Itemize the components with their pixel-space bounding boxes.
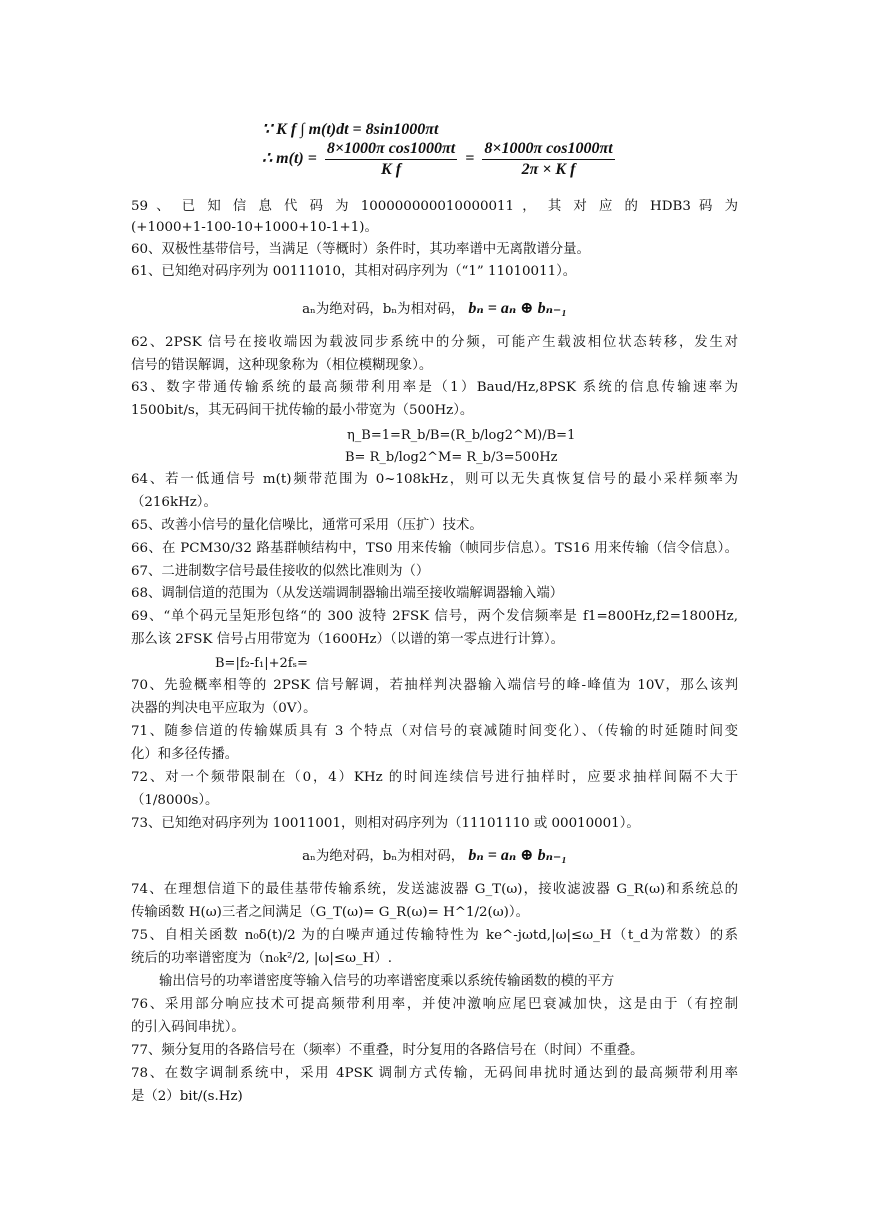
item-59-line-2: (+1000+1-100-10+1000+10-1+1)。 bbox=[131, 220, 378, 235]
item-78-line-2: 是（2）bit/(s.Hz) bbox=[131, 1089, 243, 1104]
item-71-line-2: 化）和多径传播。 bbox=[131, 747, 239, 762]
item-72-line-2: （1/8000s）。 bbox=[131, 793, 219, 808]
item-71-line-1: 71、随参信道的传输媒质具有 3 个特点（对信号的衰减随时间变化）、（传输的时延随时间变 bbox=[131, 724, 738, 739]
item-63-formula-2: B= R_b/log2^M= R_b/3=500Hz bbox=[345, 450, 558, 465]
item-68: 68、调制信道的范围为（从发送端调制器输出端至接收端解调器输入端） bbox=[131, 586, 564, 601]
item-62-line-1: 62、2PSK 信号在接收端因为载波同步系统中的分频，可能产生载波相位状态转移，发生对 bbox=[131, 335, 738, 350]
formula-equals: = bbox=[465, 150, 475, 168]
relative-code-text-1: aₙ为绝对码，bₙ为相对码， bbox=[302, 302, 465, 317]
item-64-line-1: 64、若一低通信号 m(t)频带范围为 0~108kHz，则可以无失真恢复信号的最小采样频率为 bbox=[131, 472, 738, 487]
item-61: 61、已知绝对码序列为 00111010，其相对码序列为（“1” 11010011）。 bbox=[131, 264, 577, 279]
fraction-2-numerator: 8×1000π cos1000πt bbox=[482, 140, 614, 160]
item-69-line-1: 69、“单个码元呈矩形包络“的 300 波特 2FSK 信号，两个发信频率是 f1=800Hz,f2=1800Hz, bbox=[131, 609, 738, 624]
item-74-line-2: 传输函数 H(ω)三者之间满足（G_T(ω)= G_R(ω)= H^1/2(ω)）。 bbox=[131, 905, 529, 920]
item-65: 65、改善小信号的量化信噪比，通常可采用（压扩）技术。 bbox=[131, 518, 483, 533]
item-73: 73、已知绝对码序列为 10011001，则相对码序列为（11101110 或 00010001）。 bbox=[131, 816, 640, 831]
item-69-formula: B=|f₂-f₁|+2fₛ= bbox=[215, 656, 308, 671]
formula-therefore-lhs: ∴ m(t) = bbox=[262, 150, 317, 168]
formula-because bbox=[262, 119, 438, 139]
item-69-line-2: 那么该 2FSK 信号占用带宽为（1600Hz）（以谱的第一零点进行计算）。 bbox=[131, 632, 565, 647]
item-74-line-1: 74、在理想信道下的最佳基带传输系统，发送滤波器 G_T(ω)，接收滤波器 G_R(ω)和系统总的 bbox=[131, 882, 738, 897]
formula-fraction-1 bbox=[325, 140, 457, 179]
item-67: 67、二进制数字信号最佳接收的似然比准则为（） bbox=[131, 564, 430, 579]
item-75-note: 输出信号的功率谱密度等输入信号的功率谱密度乘以系统传输函数的模的平方 bbox=[159, 974, 615, 989]
item-59-line-1: 59 、 已 知 信 息 代 码 为 100000000010000011 ， 其 对 应 的 HDB3 码 为 bbox=[131, 199, 738, 214]
formula-therefore bbox=[262, 140, 615, 179]
item-66: 66、在 PCM30/32 路基群帧结构中，TS0 用来传输（帧同步信息）。TS16 用来传输（信令信息）。 bbox=[131, 541, 738, 556]
item-75-line-1: 75、自相关函数 n₀δ(t)/2 为的白噪声通过传输特性为 ke^-jωtd,|ω|≤ω_H（t_d为常数）的系 bbox=[131, 928, 738, 943]
item-64-line-2: （216kHz）。 bbox=[131, 495, 217, 510]
formula-because-text: ∵ K f ∫ m(t)dt = 8sin1000πt bbox=[262, 121, 439, 138]
item-70-line-2: 决器的判决电平应取为（0V）。 bbox=[131, 701, 317, 716]
item-77: 77、频分复用的各路信号在（频率）不重叠，时分复用的各路信号在（时间）不重叠。 bbox=[131, 1043, 644, 1058]
formula-fraction-2 bbox=[482, 140, 614, 179]
relative-code-formula-1 bbox=[131, 301, 738, 318]
fraction-1-numerator: 8×1000π cos1000πt bbox=[325, 140, 457, 160]
item-76-line-2: 的引入码间串扰）。 bbox=[131, 1020, 245, 1035]
fraction-1-denominator: K f bbox=[381, 161, 402, 178]
fraction-2-denominator: 2π × K f bbox=[521, 161, 576, 178]
item-63-line-2: 1500bit/s，其无码间干扰传输的最小带宽为（500Hz）。 bbox=[131, 403, 474, 418]
relative-code-formula-2 bbox=[131, 848, 738, 865]
item-63-line-1: 63、数字带通传输系统的最高频带利用率是（1）Baud/Hz,8PSK 系统的信息传输速率为 bbox=[131, 380, 738, 395]
item-72-line-1: 72、对一个频带限制在（0，4）KHz 的时间连续信号进行抽样时，应要求抽样间隔不大于 bbox=[131, 770, 738, 785]
item-76-line-1: 76、采用部分响应技术可提高频带利用率，并使冲激响应尾巴衰减加快，这是由于（有控制 bbox=[131, 997, 738, 1012]
item-63-formula-1: η_B=1=R_b/B=(R_b/log2^M)/B=1 bbox=[347, 428, 576, 443]
item-62-line-2: 信号的错误解调，这种现象称为（相位模糊现象）。 bbox=[131, 358, 433, 373]
item-75-line-2: 统后的功率谱密度为（n₀k²/2, |ω|≤ω_H）. bbox=[131, 951, 393, 966]
relative-code-math-1: bₙ = aₙ ⊕ bₙ₋₁ bbox=[468, 300, 567, 317]
item-78-line-1: 78、在数字调制系统中，采用 4PSK 调制方式传输，无码间串扰时通达到的最高频带利用率 bbox=[131, 1066, 738, 1081]
item-60: 60、双极性基带信号，当满足（等概时）条件时，其功率谱中无离散谱分量。 bbox=[131, 242, 590, 257]
relative-code-text-2: aₙ为绝对码，bₙ为相对码， bbox=[302, 849, 465, 864]
relative-code-math-2: bₙ = aₙ ⊕ bₙ₋₁ bbox=[468, 847, 567, 864]
item-70-line-1: 70、先验概率相等的 2PSK 信号解调，若抽样判决器输入端信号的峰-峰值为 10V，那么该判 bbox=[131, 678, 738, 693]
